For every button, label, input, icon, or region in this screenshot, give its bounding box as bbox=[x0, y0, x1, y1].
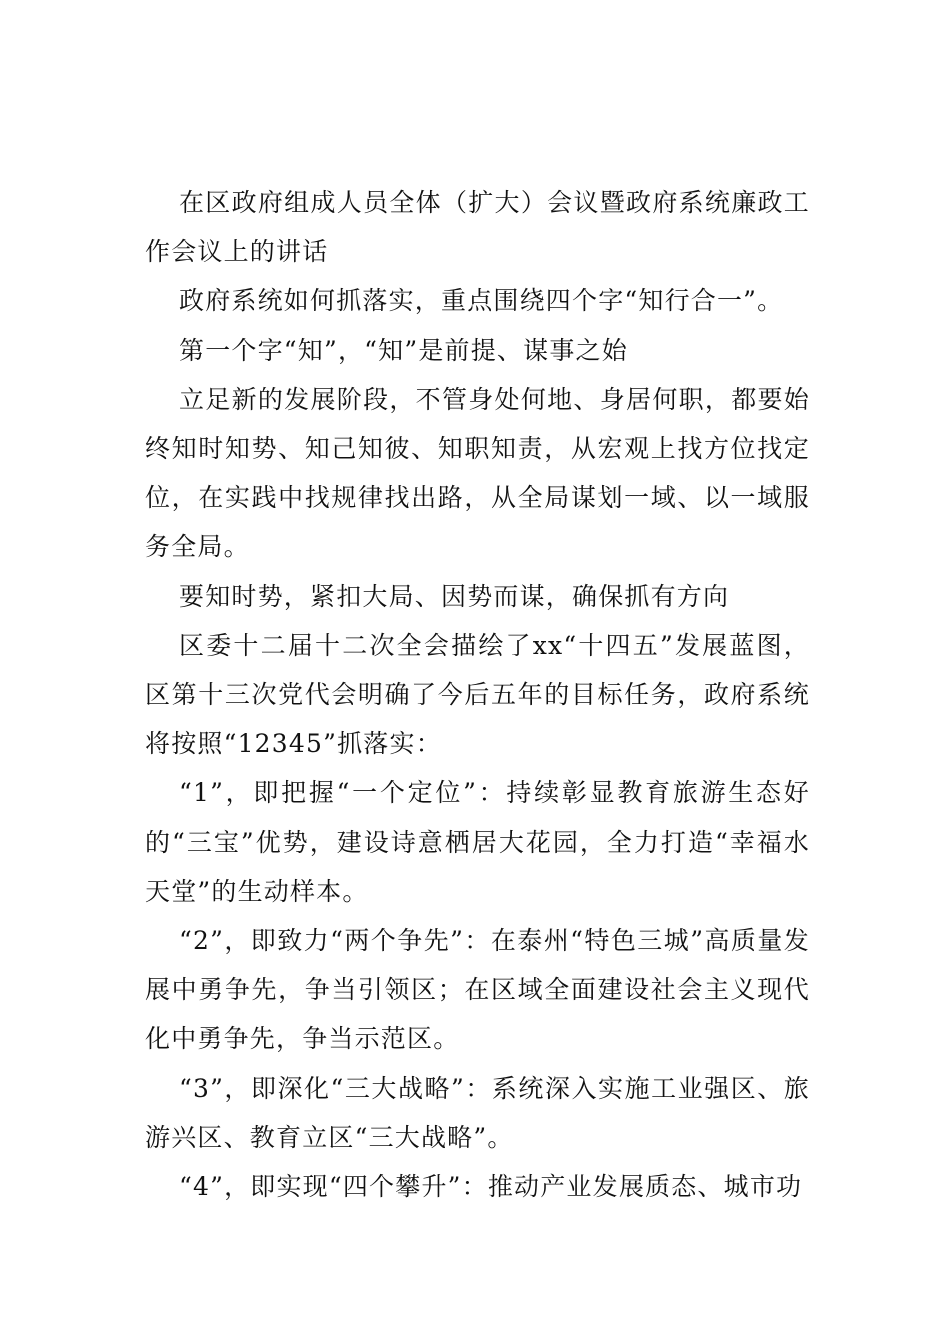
paragraph: 政府系统如何抓落实，重点围绕四个字“知行合一”。 bbox=[179, 286, 784, 316]
speech-title: 在区政府组成人员全体（扩大）会议暨政府系统廉政工作会议上的讲话 bbox=[145, 188, 810, 267]
document-body bbox=[145, 178, 810, 1211]
subsection-heading: 要知时势，紧扣大局、因势而谋，确保抓有方向 bbox=[179, 581, 730, 611]
list-item: “4”，即实现“四个攀升”：推动产业发展质态、城市功 bbox=[179, 1172, 803, 1202]
list-item: “3”，即深化“三大战略”：系统深入实施工业强区、旅游兴区、教育立区“三大战略”。 bbox=[145, 1073, 810, 1152]
paragraph: 区委十二届十二次全会描绘了xx“十四五”发展蓝图，区第十三次党代会明确了今后五年的目标任务，政府系统将按照“12345”抓落实： bbox=[145, 630, 810, 759]
list-item: “1”，即把握“一个定位”：持续彰显教育旅游生态好的“三宝”优势，建设诗意栖居大花园，全力打造“幸福水天堂”的生动样本。 bbox=[145, 778, 810, 906]
paragraph: 立足新的发展阶段，不管身处何地、身居何职，都要始终知时知势、知己知彼、知职知责，从宏观上找方位找定位，在实践中找规律找出路，从全局谋划一域、以一域服务全局。 bbox=[145, 384, 810, 562]
section-heading: 第一个字“知”，“知”是前提、谋事之始 bbox=[179, 335, 628, 365]
list-item: “2”，即致力“两个争先”：在泰州“特色三城”高质量发展中勇争先，争当引领区；在区域全面建设社会主义现代化中勇争先，争当示范区。 bbox=[145, 926, 810, 1054]
